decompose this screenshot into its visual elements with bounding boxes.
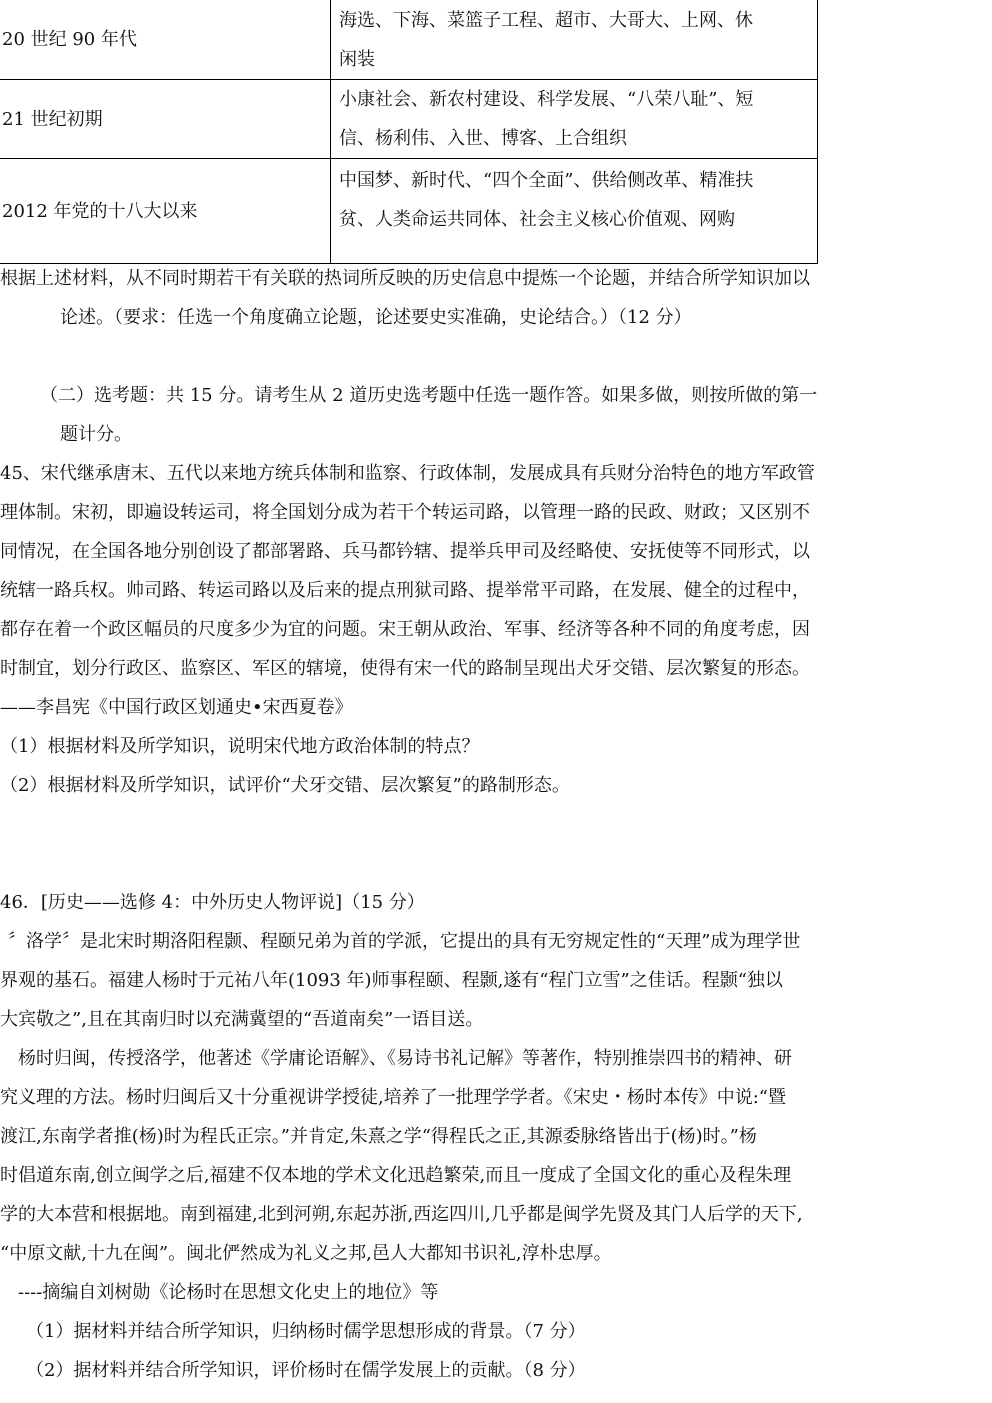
q46-text-line: 界观的基石。福建人杨时于元祐八年(1093 年)师事程颐、程颢,遂有“程门立雪”之佳话。程颢“独以 <box>0 970 783 991</box>
q45-subquestion-2: （2）根据材料及所学知识，试评价“犬牙交错、层次繁复”的路制形态。 <box>0 775 570 796</box>
q44-prompt-line1: 根据上述材料，从不同时期若干有关联的热词所反映的历史信息中提炼一个论题，并结合所学知识加以 <box>0 268 810 289</box>
q46-text-line: “中原文献,十九在闽”。闽北俨然成为礼义之邦,邑人大都知书识礼,淳朴忠厚。 <box>0 1243 612 1264</box>
q44-prompt-line2: 论述。（要求：任选一个角度确立论题，论述要史实准确，史论结合。）（12 分） <box>60 307 692 328</box>
period-cell: 21 世纪初期 <box>0 80 331 159</box>
q46-heading: 46．[历史——选修 4：中外历史人物评说]（15 分） <box>0 892 425 913</box>
q46-text-line: 时倡道东南,创立闽学之后,福建不仅本地的学术文化迅趋繁荣,而且一度成了全国文化的重心及程朱理 <box>0 1165 792 1186</box>
table-row <box>0 80 818 159</box>
q46-subquestion-1: （1）据材料并结合所学知识，归纳杨时儒学思想形成的背景。（7 分） <box>26 1321 586 1342</box>
q46-text-line: 杨时归闽，传授洛学，他著述《学庸论语解》、《易诗书礼记解》等著作，特别推崇四书的精神、研 <box>18 1048 792 1069</box>
q45-text-line: 时制宜，划分行政区、监察区、军区的辖境，使得有宋一代的路制呈现出犬牙交错、层次繁复的形态。 <box>0 658 810 679</box>
q46-source: ----摘编自刘树勋《论杨时在思想文化史上的地位》等 <box>18 1282 439 1303</box>
q46-text-line: 渡江,东南学者推(杨)时为程氏正宗。”并肯定,朱熹之学“得程氏之正,其源委脉络皆出于(杨)时。”杨 <box>0 1126 757 1147</box>
section2-instructions-line1: （二）选考题：共 15 分。请考生从 2 道历史选考题中任选一题作答。如果多做，则按所做的第一 <box>40 385 818 406</box>
hot-words-cell: 小康社会、新农村建设、科学发展、“八荣八耻”、短 信、杨利伟、入世、博客、上合组织 <box>331 80 818 159</box>
hot-words-table <box>0 0 818 264</box>
q45-text-line: 同情况，在全国各地分别创设了都部署路、兵马都钤辖、提举兵甲司及经略使、安抚使等不同形式，以 <box>0 541 810 562</box>
hot-words-cell: 海选、下海、菜篮子工程、超市、大哥大、上网、休 闲装 <box>331 0 818 80</box>
q45-text-line: 理体制。宋初，即遍设转运司，将全国划分成为若干个转运司路，以管理一路的民政、财政；又区别不 <box>0 502 810 523</box>
q46-text-line: 〞洛学〞是北宋时期洛阳程颢、程颐兄弟为首的学派，它提出的具有无穷规定性的“天理”成为理学世 <box>8 931 801 952</box>
q45-text-line: 都存在着一个政区幅员的尺度多少为宜的问题。宋王朝从政治、军事、经济等各种不同的角度考虑，因 <box>0 619 810 640</box>
q45-subquestion-1: （1）根据材料及所学知识，说明宋代地方政治体制的特点？ <box>0 736 480 757</box>
q45-text-line: 统辖一路兵权。帅司路、转运司路以及后来的提点刑狱司路、提举常平司路，在发展、健全的过程中， <box>0 580 810 601</box>
period-cell: 2012 年党的十八大以来 <box>0 159 331 264</box>
table-row <box>0 0 818 80</box>
period-cell: 20 世纪 90 年代 <box>0 0 331 80</box>
q46-subquestion-2: （2）据材料并结合所学知识，评价杨时在儒学发展上的贡献。（8 分） <box>26 1360 586 1381</box>
q46-text-line: 大宾敬之”,且在其南归时以充满冀望的“吾道南矣”一语目送。 <box>0 1009 484 1030</box>
q45-text-line: 45、宋代继承唐末、五代以来地方统兵体制和监察、行政体制，发展成具有兵财分治特色的地方军政管 <box>0 463 815 484</box>
q46-text-line: 学的大本营和根据地。南到福建,北到河朔,东起苏浙,西迄四川,几乎都是闽学先贤及其门人后学的天下, <box>0 1204 803 1225</box>
section2-instructions-line2: 题计分。 <box>60 424 132 445</box>
q45-source: ——李昌宪《中国行政区划通史•宋西夏卷》 <box>0 697 353 718</box>
q46-text-line: 究义理的方法。杨时归闽后又十分重视讲学授徒,培养了一批理学学者。《宋史・杨时本传》中说:“暨 <box>0 1087 786 1108</box>
hot-words-cell: 中国梦、新时代、“四个全面”、供给侧改革、精准扶 贫、人类命运共同体、社会主义核心价值观、网购 <box>331 159 818 264</box>
table-row <box>0 159 818 264</box>
